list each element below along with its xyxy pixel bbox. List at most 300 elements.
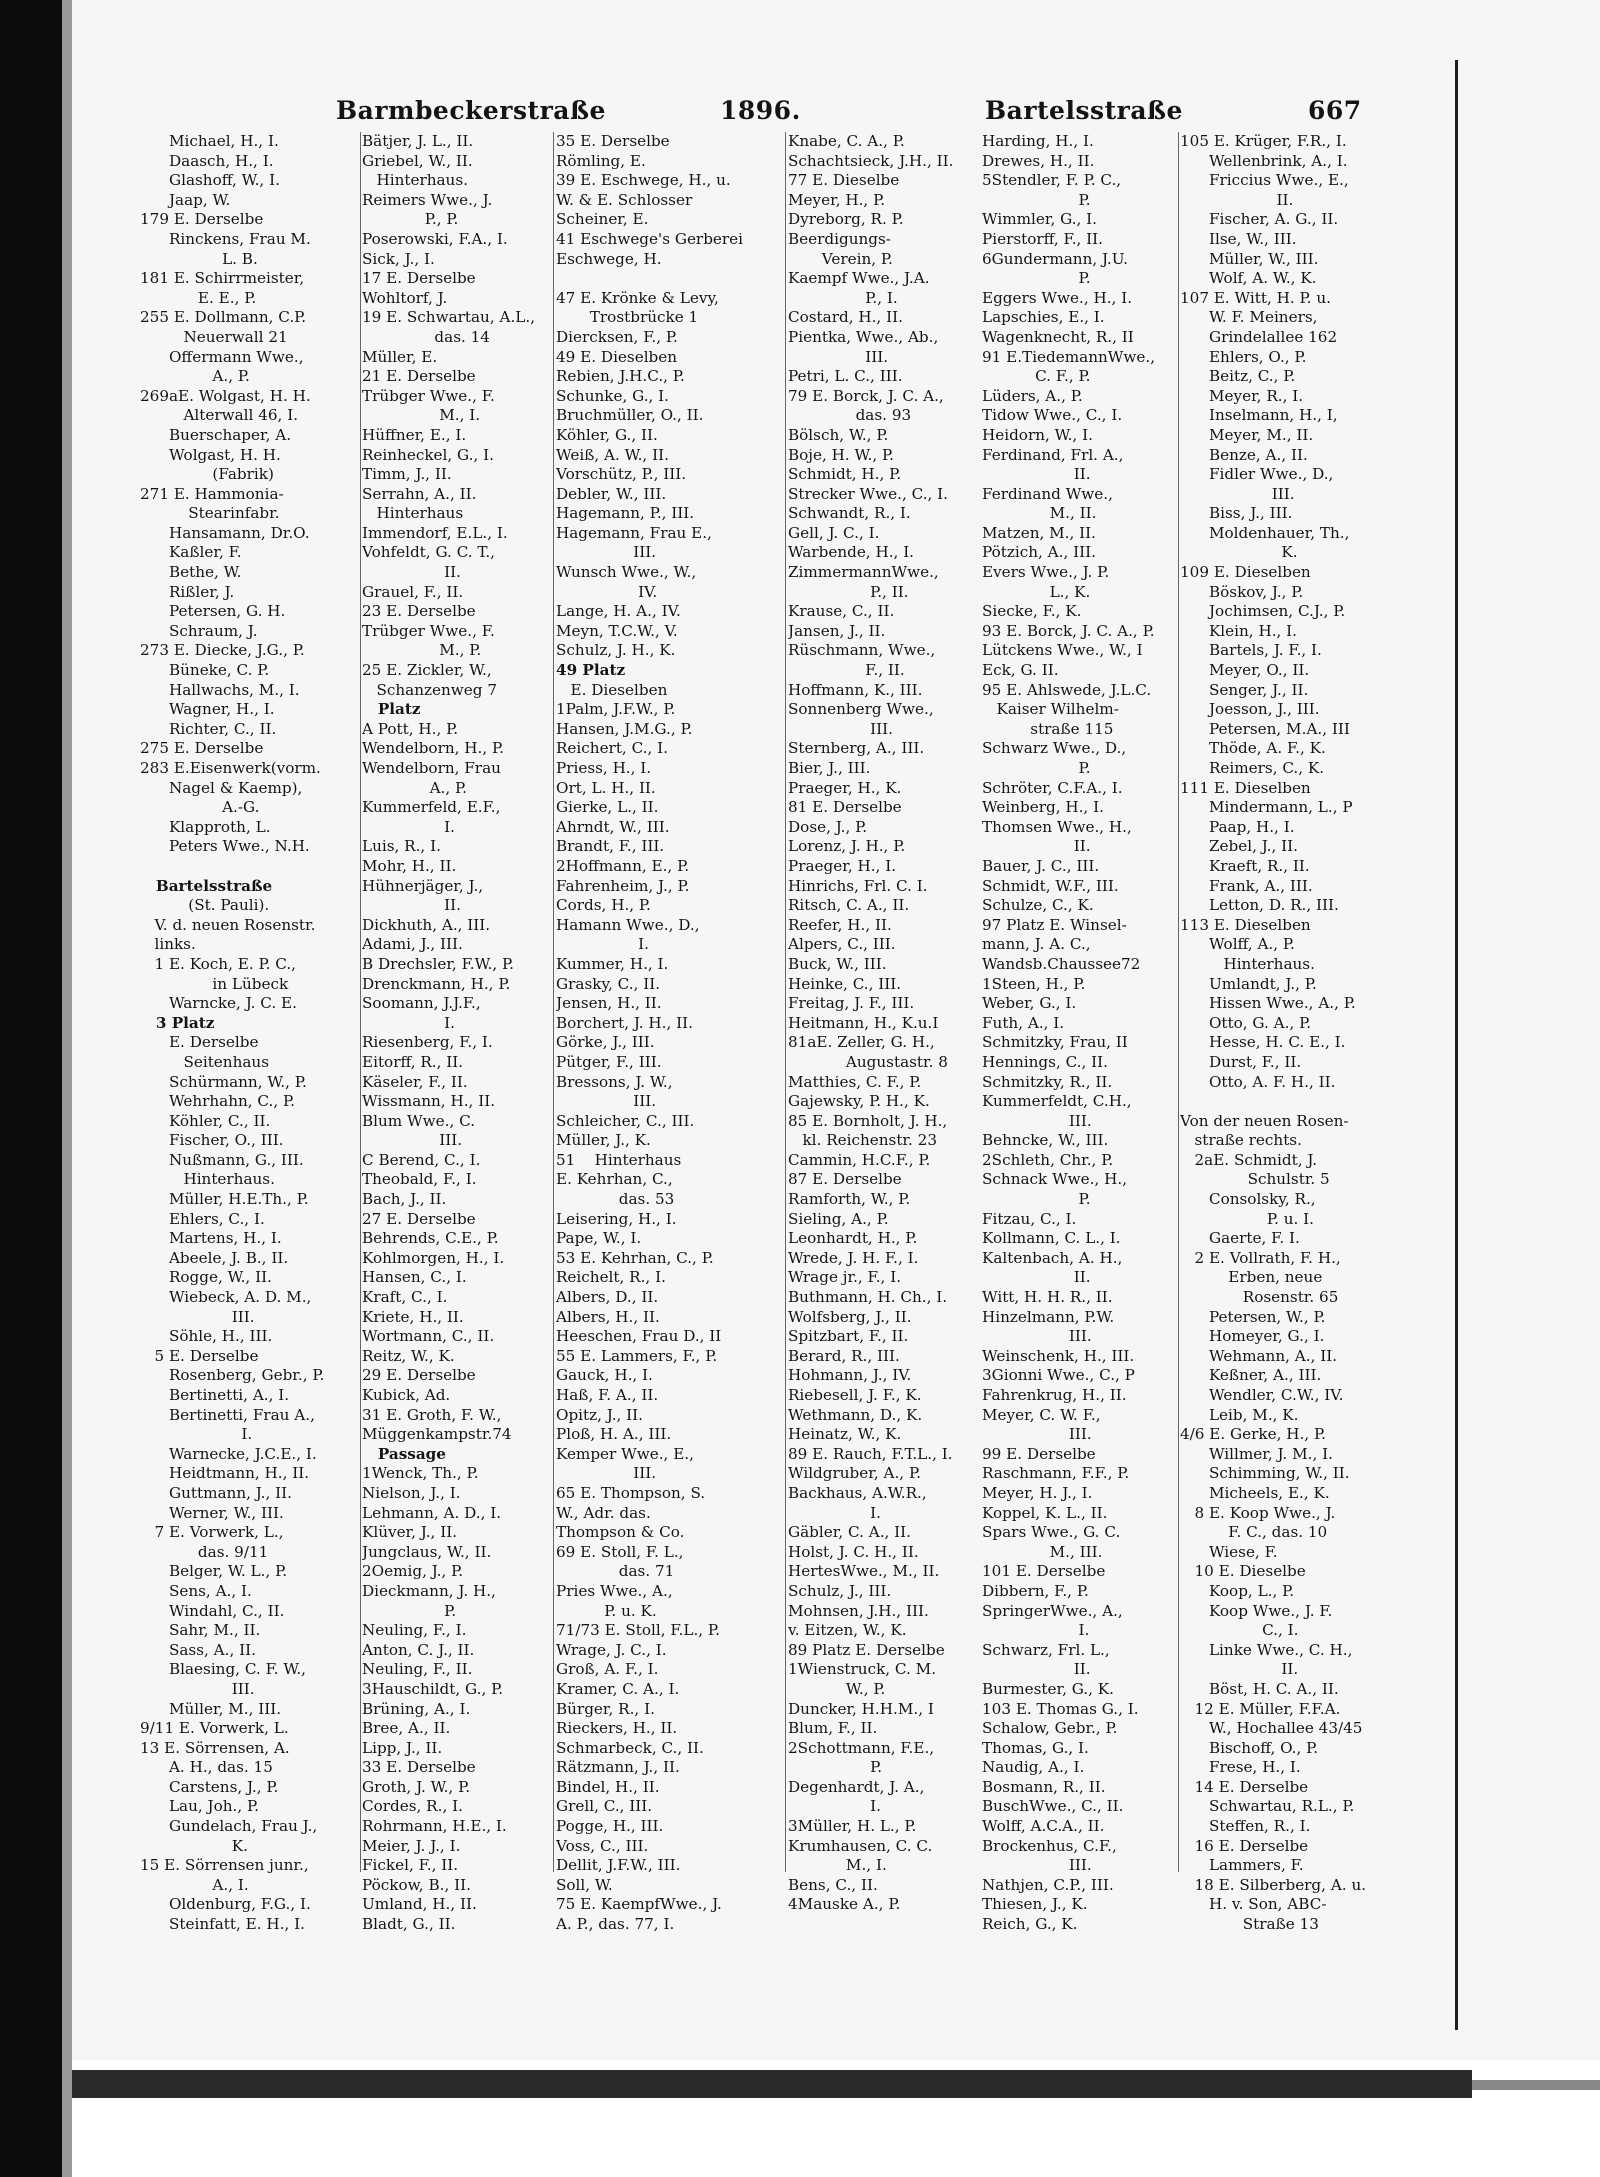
directory-entry-line: I.	[140, 1425, 253, 1444]
directory-entry-line: Schanzenweg 7	[362, 680, 497, 699]
directory-entry-line: 71/73 E. Stoll, F.L., P.	[556, 1621, 720, 1640]
directory-entry-line: Köhler, C., II.	[140, 1111, 271, 1130]
directory-entry-line: Paap, H., I.	[1180, 817, 1295, 836]
directory-entry-line: Knabe, C. A., P.	[788, 132, 905, 150]
directory-entry-line: Kaltenbach, A. H.,	[982, 1248, 1123, 1267]
directory-entry-line: Trostbrücke 1	[556, 308, 699, 327]
directory-entry-line: Bürger, R., I.	[556, 1699, 655, 1718]
directory-entry-line: W., P.	[788, 1679, 886, 1698]
directory-entry-line: Hissen Wwe., A., P.	[1180, 994, 1356, 1013]
directory-entry-line: P., P.	[362, 210, 459, 229]
directory-entry-line: Müller, M., III.	[140, 1699, 282, 1718]
scan-left-edge	[62, 0, 72, 2177]
directory-entry-line: 3Müller, H. L., P.	[788, 1817, 917, 1836]
directory-entry-line: E. Kehrhan, C.,	[556, 1170, 673, 1189]
directory-entry-line: 19 E. Schwartau, A.L.,	[362, 308, 536, 327]
directory-entry-line: Hansen, C., I.	[362, 1268, 467, 1287]
directory-entry-line: Heidtmann, H., II.	[140, 1464, 310, 1483]
directory-entry-line: M., P.	[362, 641, 482, 660]
directory-entry-line: Linke Wwe., C. H.,	[1180, 1640, 1353, 1659]
directory-entry-line: Steffen, R., I.	[1180, 1817, 1311, 1836]
directory-entry-line: Meyer, C. W. F.,	[982, 1405, 1101, 1424]
directory-entry-line: Peters Wwe., N.H.	[140, 837, 310, 856]
directory-entry-line: Umlandt, J., P.	[1180, 974, 1317, 993]
directory-entry-line: Sass, A., II.	[140, 1640, 256, 1659]
directory-entry-line: Kraeft, R., II.	[1180, 856, 1310, 875]
directory-entry-line: 39 E. Eschwege, H., u.	[556, 171, 731, 190]
directory-entry-line: 2Schleth, Chr., P.	[982, 1150, 1114, 1169]
scan-bottom-edge	[72, 2060, 1600, 2177]
directory-entry-line: Wolgast, H. H.	[140, 445, 281, 464]
directory-entry-line: 97 Platz E. Winsel-	[982, 915, 1127, 934]
directory-entry-line: Backhaus, A.W.R.,	[788, 1483, 927, 1502]
directory-entry-line: 89 E. Rauch, F.T.L., I.	[788, 1444, 953, 1463]
directory-entry-line: I.	[982, 1621, 1090, 1640]
directory-entry-line: Gundelach, Frau J.,	[140, 1817, 318, 1836]
directory-entry-line: Kraft, C., I.	[362, 1288, 448, 1307]
directory-entry-line: Wagner, H., I.	[140, 700, 275, 719]
directory-entry-line: Lüders, A., P.	[982, 386, 1083, 405]
directory-entry-line: Petersen, M.A., III	[1180, 719, 1350, 738]
directory-entry-line: III.	[982, 1327, 1092, 1346]
directory-entry-line: Böskov, J., P.	[1180, 582, 1304, 601]
directory-entry-line: Bertinetti, Frau A.,	[140, 1405, 315, 1424]
directory-entry-line: Fischer, A. G., II.	[1180, 210, 1339, 229]
directory-entry-line: Schachtsieck, J.H., II.	[788, 151, 954, 170]
directory-entry-line: Pöckow, B., II.	[362, 1875, 471, 1894]
directory-entry-line: Riebesell, J. F., K.	[788, 1386, 922, 1404]
directory-entry-line: Pütger, F., III.	[556, 1052, 662, 1071]
directory-entry-line: Bladt, G., II.	[362, 1915, 456, 1934]
directory-entry-line: 99 E. Derselbe	[982, 1444, 1096, 1463]
directory-entry-line: Wendler, C.W., IV.	[1180, 1386, 1344, 1404]
directory-entry-line: Schraum, J.	[140, 621, 258, 640]
directory-entry-line: Wendelborn, Frau	[362, 759, 501, 777]
directory-entry-line: Griebel, W., II.	[362, 151, 473, 170]
directory-entry-line: Wildgruber, A., P.	[788, 1464, 921, 1483]
directory-entry-line: Weiß, A. W., II.	[556, 445, 669, 464]
directory-entry-line: Straße 13	[1180, 1915, 1319, 1934]
directory-entry-line: Neuling, F., I.	[362, 1621, 467, 1640]
directory-entry-line: Keßner, A., III.	[1180, 1366, 1322, 1385]
directory-entry-line: Rätzmann, J., II.	[556, 1758, 680, 1777]
directory-entry-line: A. H., das. 15	[140, 1758, 273, 1777]
directory-entry-line: III.	[982, 1111, 1092, 1130]
directory-entry-line: Fahrenkrug, H., II.	[982, 1386, 1127, 1404]
directory-entry-line: Hansen, J.M.G., P.	[556, 719, 693, 738]
directory-entry-line: Eitorff, R., II.	[362, 1052, 464, 1071]
directory-entry-line: Müller, J., K.	[556, 1131, 651, 1150]
directory-entry-line: I.	[362, 1013, 455, 1032]
directory-entry-line: Heinatz, W., K.	[788, 1425, 902, 1444]
directory-entry-line: Augustastr. 8	[788, 1052, 948, 1071]
directory-entry-line: Strecker Wwe., C., I.	[788, 484, 949, 503]
directory-entry-line: Meyer, M., II.	[1180, 425, 1314, 444]
directory-entry-line: W. F. Meiners,	[1180, 308, 1318, 327]
directory-entry-line: P. u. I.	[1180, 1209, 1314, 1228]
directory-entry-line	[556, 269, 784, 289]
directory-entry-line: Eck, G. II.	[982, 661, 1059, 680]
directory-entry-line: Praeger, H., I.	[788, 856, 897, 875]
directory-entry-line: 31 E. Groth, F. W.,	[362, 1405, 502, 1424]
directory-entry-line: Hüffner, E., I.	[362, 425, 467, 444]
directory-entry-line: 14 E. Derselbe	[1180, 1777, 1309, 1796]
directory-entry-line: Praeger, H., K.	[788, 778, 902, 797]
directory-entry-line: F. C., das. 10	[1180, 1523, 1328, 1542]
directory-entry-line: SpringerWwe., A.,	[982, 1601, 1123, 1620]
directory-entry-line: Dibbern, F., P.	[982, 1581, 1089, 1600]
directory-entry-line: II.	[982, 465, 1091, 484]
directory-entry-line: Theobald, F., I.	[362, 1170, 477, 1189]
directory-entry-line: das. 14	[362, 327, 490, 346]
directory-entry-line: Verein, P.	[788, 249, 893, 268]
directory-entry-line: II.	[1180, 190, 1294, 209]
directory-entry-line: Wolff, A.C.A., II.	[982, 1817, 1105, 1836]
directory-entry-line: Dickhuth, A., III.	[362, 915, 491, 934]
directory-entry-line: Behrends, C.E., P.	[362, 1229, 499, 1248]
directory-entry-line: Schwandt, R., I.	[788, 504, 911, 523]
directory-entry-line: Nielson, J., I.	[362, 1483, 461, 1502]
directory-entry-line: Klüver, J., II.	[362, 1523, 458, 1542]
directory-entry-line: Reefer, H., II.	[788, 915, 892, 934]
directory-entry-line: Ehlers, O., P.	[1180, 347, 1307, 366]
directory-entry-line: 81 E. Derselbe	[788, 798, 902, 817]
directory-entry-line: Oldenburg, F.G., I.	[140, 1895, 311, 1914]
directory-entry-line: Grindelallee 162	[1180, 327, 1338, 346]
directory-entry-line: Reimers Wwe., J.	[362, 190, 493, 209]
directory-entry-line: Voss, C., III.	[556, 1836, 649, 1855]
directory-entry-line: Weinschenk, H., III.	[982, 1346, 1135, 1365]
directory-entry-line: Moldenhauer, Th.,	[1180, 523, 1350, 542]
directory-entry-line: in Lübeck	[140, 974, 289, 993]
directory-entry-line: Wrede, J. H. F., I.	[788, 1248, 919, 1267]
directory-entry-line: A., P.	[362, 778, 468, 797]
page-header	[150, 96, 1362, 130]
directory-entry-line: C., I.	[1180, 1621, 1299, 1640]
directory-entry-line: 51 Hinterhaus	[556, 1150, 682, 1169]
directory-entry-line: 4Mauske A., P.	[788, 1895, 901, 1914]
directory-entry-line: Wiebeck, A. D. M.,	[140, 1288, 312, 1307]
directory-entry-line: 283 E.Eisenwerk(vorm.	[140, 759, 321, 777]
directory-entry-line: Serrahn, A., II.	[362, 484, 477, 503]
directory-entry-line: Daasch, H., I.	[140, 151, 274, 170]
directory-entry-line: Costard, H., II.	[788, 308, 903, 327]
directory-entry-line: Sieling, A., P.	[788, 1209, 889, 1228]
directory-entry-line: P.	[788, 1758, 883, 1777]
directory-entry-line: das. 9/11	[140, 1542, 269, 1561]
directory-entry-line: 5Stendler, F. P. C.,	[982, 171, 1122, 190]
directory-entry-line: E. Derselbe	[140, 1033, 259, 1052]
directory-entry-line: P.	[982, 759, 1091, 777]
directory-entry-line: Consolsky, R.,	[1180, 1190, 1316, 1209]
directory-entry-line: II.	[362, 563, 461, 582]
directory-entry-line: Klein, H., I.	[1180, 621, 1298, 640]
directory-entry-line: Vohfeldt, G. C. T.,	[362, 543, 495, 562]
directory-entry-line: Rißler, J.	[140, 582, 235, 601]
directory-entry-line: Homeyer, G., I.	[1180, 1327, 1325, 1346]
directory-entry-line: 1Palm, J.F.W., P.	[556, 700, 676, 719]
directory-entry-line: Schwarz, Frl. L.,	[982, 1640, 1110, 1659]
directory-entry-line: Leib, M., K.	[1180, 1405, 1299, 1424]
directory-entry-line: Kummer, H., I.	[556, 954, 669, 973]
directory-entry-line: Pogge, H., III.	[556, 1817, 664, 1836]
directory-entry-line: Weinberg, H., I.	[982, 798, 1104, 817]
directory-entry-line: Görke, J., III.	[556, 1033, 655, 1052]
directory-entry-line: Albers, H., II.	[556, 1307, 660, 1326]
directory-entry-line: Wehmann, A., II.	[1180, 1346, 1338, 1365]
directory-entry-line: 27 E. Derselbe	[362, 1209, 476, 1228]
directory-entry-line: Groß, A. F., I.	[556, 1660, 659, 1679]
directory-entry-line: Bree, A., II.	[362, 1719, 451, 1738]
directory-entry-line: Berard, R., III.	[788, 1346, 900, 1365]
directory-entry-line: Hoffmann, K., III.	[788, 680, 923, 699]
directory-entry-line: Cammin, H.C.F., P.	[788, 1150, 931, 1169]
scan-left-binding	[0, 0, 62, 2177]
directory-entry-line: Heinke, C., III.	[788, 974, 902, 993]
directory-entry-line: Meyer, H., P.	[788, 190, 886, 209]
directory-entry-line: Hinterhaus.	[1180, 954, 1315, 973]
header-left-street: Barmbeckerstraße	[336, 96, 606, 125]
directory-entry-line: Hennings, C., II.	[982, 1052, 1108, 1071]
directory-entry-line: Buerschaper, A.	[140, 425, 292, 444]
directory-entry-line: Reichelt, R., I.	[556, 1268, 666, 1287]
directory-entry-line: Müller, W., III.	[1180, 249, 1319, 268]
directory-entry-line: Priess, H., I.	[556, 759, 652, 777]
directory-entry-line: 49 E. Dieselben	[556, 347, 678, 366]
directory-entry-line: Hinrichs, Frl. C. I.	[788, 876, 928, 895]
directory-entry-line: Kummerfeld, E.F.,	[362, 798, 501, 817]
directory-entry-line: 35 E. Derselbe	[556, 132, 670, 150]
directory-entry-line: Gierke, L., II.	[556, 798, 659, 817]
directory-entry-line: IV.	[556, 582, 658, 601]
directory-entry-line: straße 115	[982, 719, 1114, 738]
directory-entry-line: Köhler, G., II.	[556, 425, 658, 444]
column-rule	[1178, 132, 1179, 1872]
directory-entry-line: Raschmann, F.F., P.	[982, 1464, 1130, 1483]
directory-entry-line: Buck, W., III.	[788, 954, 887, 973]
directory-column-3	[556, 132, 784, 1935]
directory-entry-line: L., K.	[982, 582, 1091, 601]
directory-entry-line: Wagenknecht, R., II	[982, 327, 1134, 346]
directory-entry-line: Soomann, J.J.F.,	[362, 994, 481, 1013]
directory-entry-line: das. 93	[788, 406, 912, 425]
directory-entry-line: Hinterhaus.	[140, 1170, 275, 1189]
directory-entry-line: Meyer, H. J., I.	[982, 1483, 1093, 1502]
directory-entry-line: P.	[982, 269, 1091, 288]
directory-entry-line: Drenckmann, H., P.	[362, 974, 511, 993]
directory-entry-line: Ferdinand Wwe.,	[982, 484, 1113, 503]
directory-entry-line: Burmester, G., K.	[982, 1679, 1114, 1698]
directory-entry-line: 3 Platz	[140, 1013, 215, 1032]
directory-entry-line: 89 Platz E. Derselbe	[788, 1640, 945, 1659]
directory-entry-line: Reitz, W., K.	[362, 1346, 455, 1365]
directory-entry-line: Thomsen Wwe., H.,	[982, 817, 1132, 836]
directory-entry-line: Erben, neue	[1180, 1268, 1323, 1287]
directory-entry-line: Kaempf Wwe., J.A.	[788, 269, 930, 288]
directory-entry-line: Schleicher, C., III.	[556, 1111, 695, 1130]
directory-entry-line: Schwarz Wwe., D.,	[982, 739, 1127, 758]
directory-entry-line: Weber, G., I.	[982, 994, 1077, 1013]
directory-entry-line: Riesenberg, F., I.	[362, 1033, 493, 1052]
directory-entry-line: Bindel, H., II.	[556, 1777, 660, 1796]
directory-entry-line: III.	[982, 1425, 1092, 1444]
directory-entry-line: Meyer, O., II.	[1180, 661, 1310, 680]
directory-entry-line: Brüning, A., I.	[362, 1699, 471, 1718]
directory-entry-line: Thiesen, J., K.	[982, 1895, 1088, 1914]
directory-entry-line: Frank, A., III.	[1180, 876, 1313, 895]
directory-entry-line: 10 E. Dieselbe	[1180, 1562, 1306, 1581]
directory-entry-line: 1Steen, H., P.	[982, 974, 1086, 993]
directory-entry-line: 8 E. Koop Wwe., J.	[1180, 1503, 1336, 1522]
directory-entry-line: Brandt, F., III.	[556, 837, 665, 856]
directory-entry-line: Bartelsstraße	[140, 876, 273, 895]
directory-entry-line: Bertinetti, A., I.	[140, 1386, 290, 1404]
directory-entry-line: 29 E. Derselbe	[362, 1366, 476, 1385]
directory-entry-line: 91 E.TiedemannWwe.,	[982, 347, 1156, 366]
directory-entry-line: Belger, W. L., P.	[140, 1562, 288, 1581]
directory-entry-line: 81aE. Zeller, G. H.,	[788, 1033, 935, 1052]
directory-entry-line: Rosenstr. 65	[1180, 1288, 1339, 1307]
directory-entry-line: Hagemann, P., III.	[556, 504, 695, 523]
directory-entry-line: Sick, J., I.	[362, 249, 435, 268]
directory-entry-line: Lütckens Wwe., W., I	[982, 641, 1143, 660]
directory-entry-line: 4/6 E. Gerke, H., P.	[1180, 1425, 1326, 1444]
directory-entry-line: Koop, L., P.	[1180, 1581, 1295, 1600]
directory-entry-line: Platz	[362, 700, 421, 719]
directory-entry-line: 1Wenck, Th., P.	[362, 1464, 479, 1483]
directory-entry-line: Reinheckel, G., I.	[362, 445, 494, 464]
directory-entry-line: Witt, H. H. R., II.	[982, 1288, 1113, 1307]
directory-entry-line: I.	[788, 1797, 881, 1816]
directory-entry-line: Pries Wwe., A.,	[556, 1581, 673, 1600]
directory-entry-line: K.	[140, 1836, 248, 1855]
directory-entry-line: das. 71	[556, 1562, 675, 1581]
directory-entry-line: P., II.	[788, 582, 909, 601]
directory-entry-line: Leisering, H., I.	[556, 1209, 677, 1228]
directory-entry-line: Wissmann, H., II.	[362, 1092, 496, 1111]
directory-entry-line: Degenhardt, J. A.,	[788, 1777, 925, 1796]
directory-entry-line: Meier, J. J., I.	[362, 1836, 461, 1855]
directory-entry-line: Lipp, J., II.	[362, 1738, 443, 1757]
directory-entry-line: P.	[982, 1190, 1091, 1209]
directory-entry-line: Joesson, J., III.	[1180, 700, 1320, 719]
directory-entry-line: Cordes, R., I.	[362, 1797, 463, 1816]
directory-entry-line: Wolfsberg, J., II.	[788, 1307, 912, 1326]
directory-entry-line: M., II.	[982, 504, 1097, 523]
directory-entry-line: Müller, H.E.Th., P.	[140, 1190, 309, 1209]
directory-entry-line: 107 E. Witt, H. P. u.	[1180, 288, 1331, 307]
directory-entry-line: Hühnerjäger, J.,	[362, 876, 484, 895]
directory-entry-line: Hesse, H. C. E., I.	[1180, 1033, 1346, 1052]
directory-entry-line: Meyer, R., I.	[1180, 386, 1304, 405]
directory-entry-line: Groth, J. W., P.	[362, 1777, 471, 1796]
directory-entry-line: Pape, W., I.	[556, 1229, 642, 1248]
directory-entry-line: C. F., P.	[982, 367, 1091, 386]
directory-entry-line: Fischer, O., III.	[140, 1131, 284, 1150]
directory-entry-line: Umland, H., II.	[362, 1895, 477, 1914]
directory-entry-line: Heitmann, H., K.u.I	[788, 1013, 939, 1032]
directory-entry-line: II.	[362, 896, 461, 915]
directory-entry-line: 9/11 E. Vorwerk, L.	[140, 1719, 289, 1738]
directory-entry-line: 103 E. Thomas G., I.	[982, 1699, 1139, 1718]
directory-entry-line: W., Hochallee 43/45	[1180, 1719, 1363, 1738]
directory-entry-line: Martens, H., I.	[140, 1229, 282, 1248]
directory-entry-line: P.	[362, 1601, 457, 1620]
directory-entry-line: Schulstr. 5	[1180, 1170, 1330, 1189]
directory-entry-line: Petri, L. C., III.	[788, 367, 903, 386]
directory-entry-line: Hagemann, Frau E.,	[556, 523, 712, 542]
directory-entry-line: v. Eitzen, W., K.	[788, 1621, 907, 1640]
directory-entry-line: I.	[556, 935, 649, 954]
directory-entry-line: Otto, G. A., P.	[1180, 1013, 1312, 1032]
directory-entry-line: III.	[556, 1092, 657, 1111]
directory-entry-line: Bressons, J. W.,	[556, 1072, 673, 1091]
directory-entry-line: Kaiser Wilhelm-	[982, 700, 1119, 719]
directory-entry-line: 47 E. Krönke & Levy,	[556, 288, 719, 307]
directory-entry-line: Fidler Wwe., D.,	[1180, 465, 1334, 484]
directory-entry-line: Haß, F. A., II.	[556, 1386, 659, 1404]
directory-entry-line: 3Hauschildt, G., P.	[362, 1679, 504, 1698]
directory-entry-line: Freitag, J. F., III.	[788, 994, 915, 1013]
directory-entry-line: Thompson & Co.	[556, 1523, 685, 1542]
directory-entry-line: Wethmann, D., K.	[788, 1405, 923, 1424]
directory-entry-line: 275 E. Derselbe	[140, 739, 264, 758]
page-number: 667	[1308, 96, 1362, 125]
directory-entry-line: Heidorn, W., I.	[982, 425, 1093, 444]
directory-entry-line: Grasky, C., II.	[556, 974, 661, 993]
directory-entry-line: 69 E. Stoll, F. L.,	[556, 1542, 684, 1561]
directory-entry-line: Koppel, K. L., II.	[982, 1503, 1108, 1522]
directory-entry-line: Büneke, C. P.	[140, 661, 270, 680]
directory-entry-line: 113 E. Dieselben	[1180, 915, 1311, 934]
directory-entry-line: Hinterhaus	[362, 504, 464, 523]
directory-entry-line: Ort, L. H., II.	[556, 778, 656, 797]
directory-entry-line: Rinckens, Frau M.	[140, 229, 311, 248]
directory-entry-line: Ehlers, C., I.	[140, 1209, 265, 1228]
directory-entry-line: 3Gionni Wwe., C., P	[982, 1366, 1135, 1385]
directory-entry-line: 17 E. Derselbe	[362, 269, 476, 288]
directory-entry-line: 77 E. Dieselbe	[788, 171, 900, 190]
directory-entry-line: Alpers, C., III.	[788, 935, 896, 954]
directory-entry-line: Lau, Joh., P.	[140, 1797, 260, 1816]
directory-entry-line: W. & E. Schlosser	[556, 190, 693, 209]
directory-entry-line: Jungclaus, W., II.	[362, 1542, 492, 1561]
directory-entry-line: H. v. Son, ABC-	[1180, 1895, 1327, 1914]
directory-entry-line: Rebien, J.H.C., P.	[556, 367, 685, 386]
directory-entry-line: Rogge, W., II.	[140, 1268, 272, 1287]
directory-entry-line: Bätjer, J. L., II.	[362, 132, 474, 150]
directory-entry-line: Hinterhaus.	[362, 171, 468, 190]
directory-entry-line: Söhle, H., III.	[140, 1327, 273, 1346]
directory-entry-line: 179 E. Derselbe	[140, 210, 264, 229]
directory-entry-line: Micheels, E., K.	[1180, 1483, 1330, 1502]
directory-entry-line: Schürmann, W., P.	[140, 1072, 307, 1091]
directory-entry-line: Matzen, M., II.	[982, 523, 1096, 542]
directory-entry-line: Borchert, J. H., II.	[556, 1013, 693, 1032]
directory-entry-line: Offermann Wwe.,	[140, 347, 304, 366]
directory-entry-line: Sonnenberg Wwe.,	[788, 700, 934, 719]
directory-entry-line	[140, 857, 358, 877]
directory-entry-line: Scheiner, E.	[556, 210, 649, 229]
directory-entry-line: Werner, W., III.	[140, 1503, 284, 1522]
directory-entry-line: Biss, J., III.	[1180, 504, 1293, 523]
directory-entry-line: Schwartau, R.L., P.	[1180, 1797, 1355, 1816]
directory-entry-line: Trübger Wwe., F.	[362, 621, 495, 640]
directory-entry-line: Hohmann, J., IV.	[788, 1366, 912, 1385]
directory-entry-line: Hansamann, Dr.O.	[140, 523, 310, 542]
directory-entry-line: Gäbler, C. A., II.	[788, 1523, 912, 1542]
directory-entry-line: Jaap, W.	[140, 190, 231, 209]
